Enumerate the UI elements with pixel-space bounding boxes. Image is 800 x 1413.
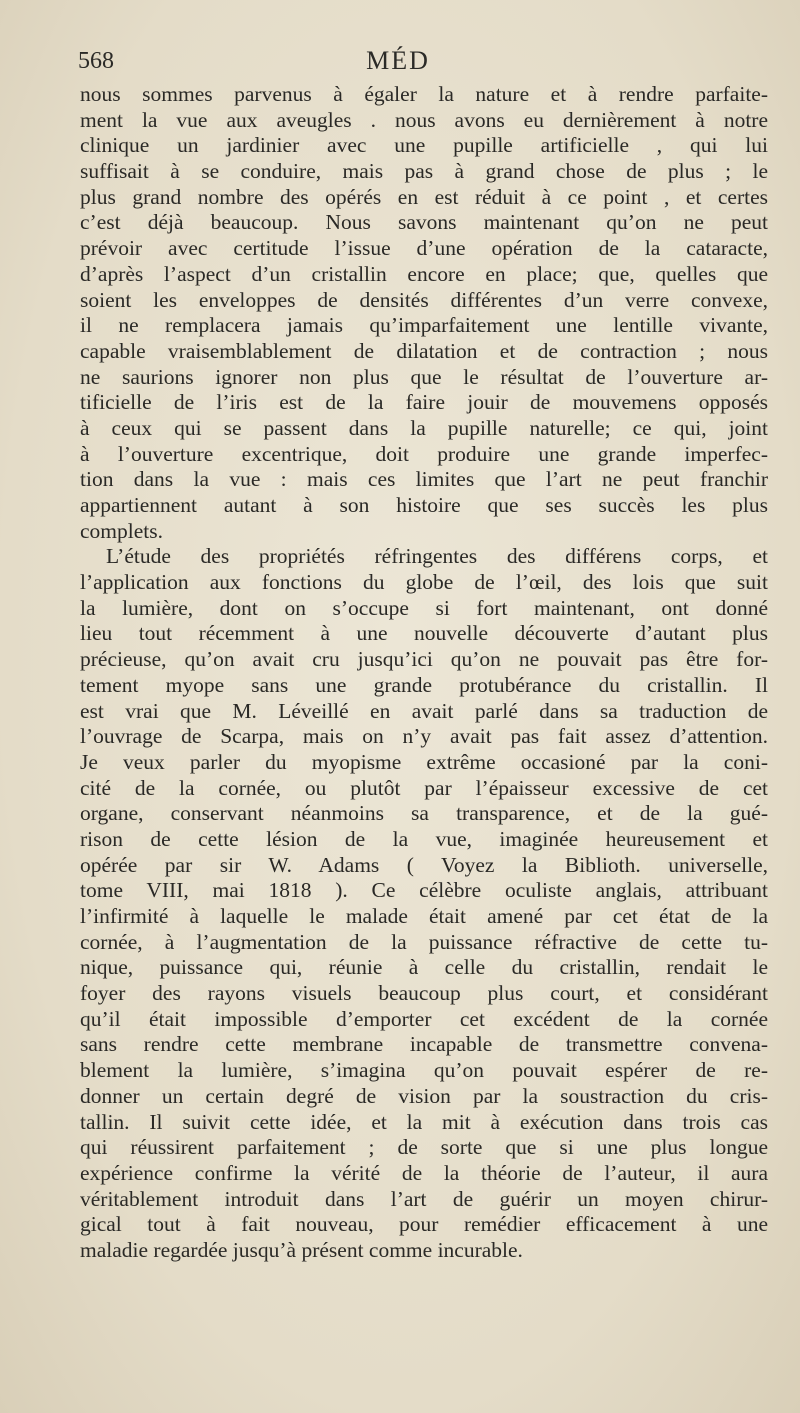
text-line: prévoir avec certitude l’issue d’une opération de la cataracte,	[80, 236, 768, 261]
text-line: capable vraisemblablement de dilatation et de contraction ; nous	[80, 338, 768, 363]
page-header	[78, 46, 718, 80]
text-line: organe, conservant néanmoins sa transparence, et de la gué-	[80, 801, 768, 826]
paragraph-end-line: maladie regardée jusqu’à présent comme incurable.	[80, 1237, 523, 1262]
text-line: ment la vue aux aveugles . nous avons eu dernièrement à notre	[80, 107, 768, 132]
text-line: est vrai que M. Léveillé en avait parlé dans sa traduction de	[80, 698, 768, 723]
text-line: tion dans la vue : mais ces limites que l’art ne peut franchir	[80, 467, 768, 492]
text-line: cornée, à l’augmentation de la puissance réfractive de cette tu-	[80, 929, 768, 954]
text-line: d’après l’aspect d’un cristallin encore en place; que, quelles que	[80, 261, 768, 286]
text-line: expérience confirme la vérité de la théorie de l’auteur, il aura	[80, 1160, 768, 1185]
text-line: appartiennent autant à son histoire que ses succès les plus	[80, 493, 768, 517]
text-line: l’application aux fonctions du globe de l’œil, des lois que suit	[80, 570, 768, 595]
text-line: c’est déjà beaucoup. Nous savons maintenant qu’on ne peut	[80, 210, 768, 235]
text-line: l’infirmité à laquelle le malade était amené par cet état de la	[80, 904, 768, 928]
text-line: qu’il était impossible d’emporter cet excédent de la cornée	[80, 1006, 768, 1031]
text-line: plus grand nombre des opérés en est réduit à ce point , et certes	[80, 184, 768, 209]
text-line: suffisait à se conduire, mais pas à grand chose de plus ; le	[80, 159, 768, 184]
text-line: opérée par sir W. Adams ( Voyez la Biblioth. universelle,	[80, 852, 768, 877]
text-line: sans rendre cette membrane incapable de transmettre convena-	[80, 1032, 768, 1057]
text-line: nous sommes parvenus à égaler la nature et à rendre parfaite-	[80, 82, 768, 106]
text-line: rison de cette lésion de la vue, imaginée heureusement et	[80, 826, 768, 851]
text-line: il ne remplacera jamais qu’imparfaitement une lentille vivante,	[80, 313, 768, 338]
body-text	[80, 82, 768, 1264]
text-line: l’ouvrage de Scarpa, mais on n’y avait pas fait assez d’attention.	[80, 724, 768, 749]
text-line: qui réussirent parfaitement ; de sorte que si une plus longue	[80, 1135, 768, 1160]
text-line: tificielle de l’iris est de la faire jouir de mouvemens opposés	[80, 390, 768, 415]
text-line: donner un certain degré de vision par la soustraction du cris-	[80, 1083, 768, 1108]
running-head: MÉD	[366, 46, 430, 75]
text-line: véritablement introduit dans l’art de guérir un moyen chirur-	[80, 1186, 768, 1211]
text-line: tement myope sans une grande protubérance du cristallin. Il	[80, 672, 768, 697]
text-line: cité de la cornée, ou plutôt par l’épaisseur excessive de cet	[80, 775, 768, 800]
text-line: nique, puissance qui, réunie à celle du cristallin, rendait le	[80, 955, 768, 980]
page-number: 568	[78, 48, 114, 74]
text-line: tallin. Il suivit cette idée, et la mit à exécution dans trois cas	[80, 1109, 768, 1134]
text-line: tome VIII, mai 1818 ). Ce célèbre oculiste anglais, attribuant	[80, 878, 768, 903]
text-line: lieu tout récemment à une nouvelle découverte d’autant plus	[80, 621, 768, 646]
text-line: à ceux qui se passent dans la pupille naturelle; ce qui, joint	[80, 415, 768, 440]
text-line: blement la lumière, s’imagina qu’on pouvait espérer de re-	[80, 1058, 768, 1083]
text-line: Je veux parler du myopisme extrême occasioné par la coni-	[80, 749, 768, 774]
text-line: ne saurions ignorer non plus que le résultat de l’ouverture ar-	[80, 364, 768, 389]
text-line: à l’ouverture excentrique, doit produire une grande imperfec-	[80, 441, 768, 466]
text-line: foyer des rayons visuels beaucoup plus court, et considérant	[80, 981, 768, 1006]
text-line: gical tout à fait nouveau, pour remédier efficacement à une	[80, 1212, 768, 1237]
text-line: clinique un jardinier avec une pupille artificielle , qui lui	[80, 133, 768, 158]
text-line: précieuse, qu’on avait cru jusqu’ici qu’on ne pouvait pas être for-	[80, 647, 768, 672]
text-line: soient les enveloppes de densités différentes d’un verre convexe,	[80, 287, 768, 312]
text-line: la lumière, dont on s’occupe si fort maintenant, ont donné	[80, 595, 768, 620]
paragraph-start-line: L’étude des propriétés réfringentes des différens corps, et	[106, 544, 768, 569]
paragraph-end-line: complets.	[80, 518, 163, 543]
